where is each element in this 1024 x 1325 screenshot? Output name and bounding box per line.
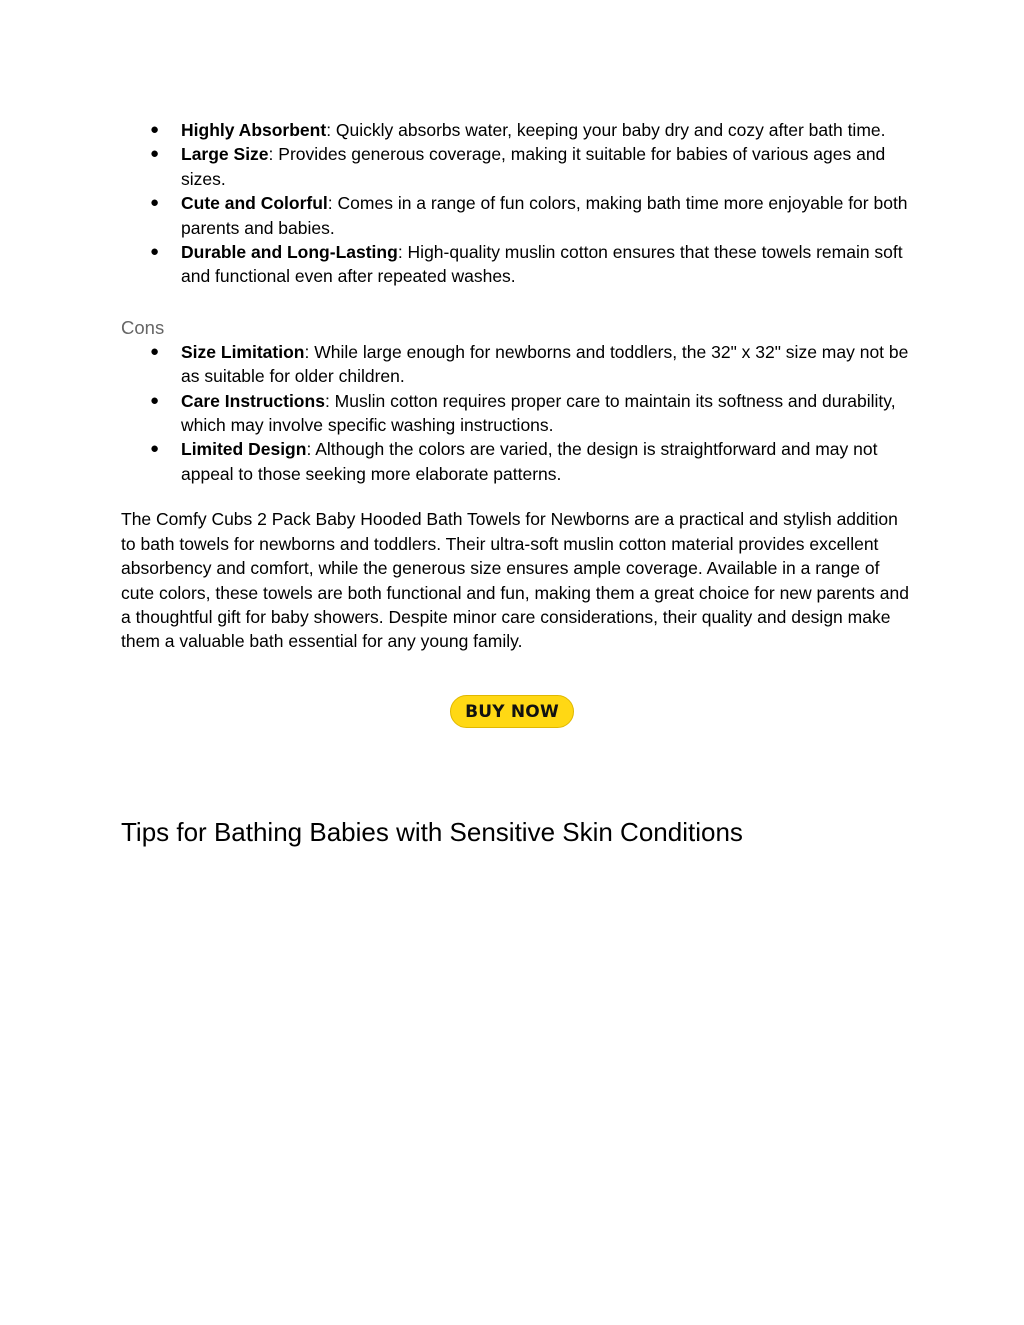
buy-button-container xyxy=(121,695,903,728)
bullet-icon: ● xyxy=(150,440,160,458)
item-text: : Muslin cotton requires proper care to maintain its softness and durability, which may involve specific washing instructions. xyxy=(181,390,896,436)
item-term: Large Size xyxy=(181,144,269,165)
bullet-icon: ● xyxy=(150,121,160,138)
bullet-icon: ● xyxy=(150,391,160,409)
buy-now-button[interactable]: BUY NOW xyxy=(450,695,574,728)
list-item xyxy=(121,191,911,240)
bullet-icon: ● xyxy=(150,194,160,212)
list-item xyxy=(121,437,911,486)
item-text: : While large enough for newborns and toddlers, the 32" x 32" size may not be as suitable for older children. xyxy=(181,341,909,387)
list-item xyxy=(121,118,911,142)
section-heading: Tips for Bathing Babies with Sensitive Skin Conditions xyxy=(121,816,743,847)
list-item xyxy=(121,340,911,389)
list-item xyxy=(121,142,911,191)
bullet-icon: ● xyxy=(150,243,160,261)
item-term: Highly Absorbent xyxy=(181,120,327,140)
item-term: Size Limitation xyxy=(181,341,305,362)
list-item xyxy=(121,240,911,289)
item-text: : Quickly absorbs water, keeping your baby dry and cozy after bath time. xyxy=(326,120,886,140)
item-term: Cute and Colorful xyxy=(181,193,328,214)
summary-paragraph: The Comfy Cubs 2 Pack Baby Hooded Bath Towels for Newborns are a practical and stylish addition to bath towels for newborns and toddlers. Their ultra-soft muslin cotton material provides excellent absorbency and comfort, while the generous size ensures ample coverage. Available in a range of cute colors, these towels are both functional and fun, making them a great choice for new parents and a thoughtful gift for baby showers. Despite minor care considerations, their quality and design make them a valuable bath essential for any young family. xyxy=(121,509,909,652)
pros-list xyxy=(121,118,911,289)
item-text: : Provides generous coverage, making it suitable for babies of various ages and sizes. xyxy=(181,144,886,189)
item-term: Durable and Long-Lasting xyxy=(181,242,398,263)
item-text: : Although the colors are varied, the design is straightforward and may not appeal to those seeking more elaborate patterns. xyxy=(181,439,878,484)
bullet-icon: ● xyxy=(150,342,160,360)
list-item xyxy=(121,389,911,438)
item-text: : High-quality muslin cotton ensures that these towels remain soft and functional even after repeated washes. xyxy=(181,242,903,287)
item-text: : Comes in a range of fun colors, making bath time more enjoyable for both parents and babies. xyxy=(181,193,908,238)
bullet-icon: ● xyxy=(150,145,160,163)
item-term: Limited Design xyxy=(181,439,307,460)
item-term: Care Instructions xyxy=(181,390,325,411)
cons-heading: Cons xyxy=(121,316,165,338)
document-page xyxy=(121,118,911,869)
cons-list xyxy=(121,340,911,486)
